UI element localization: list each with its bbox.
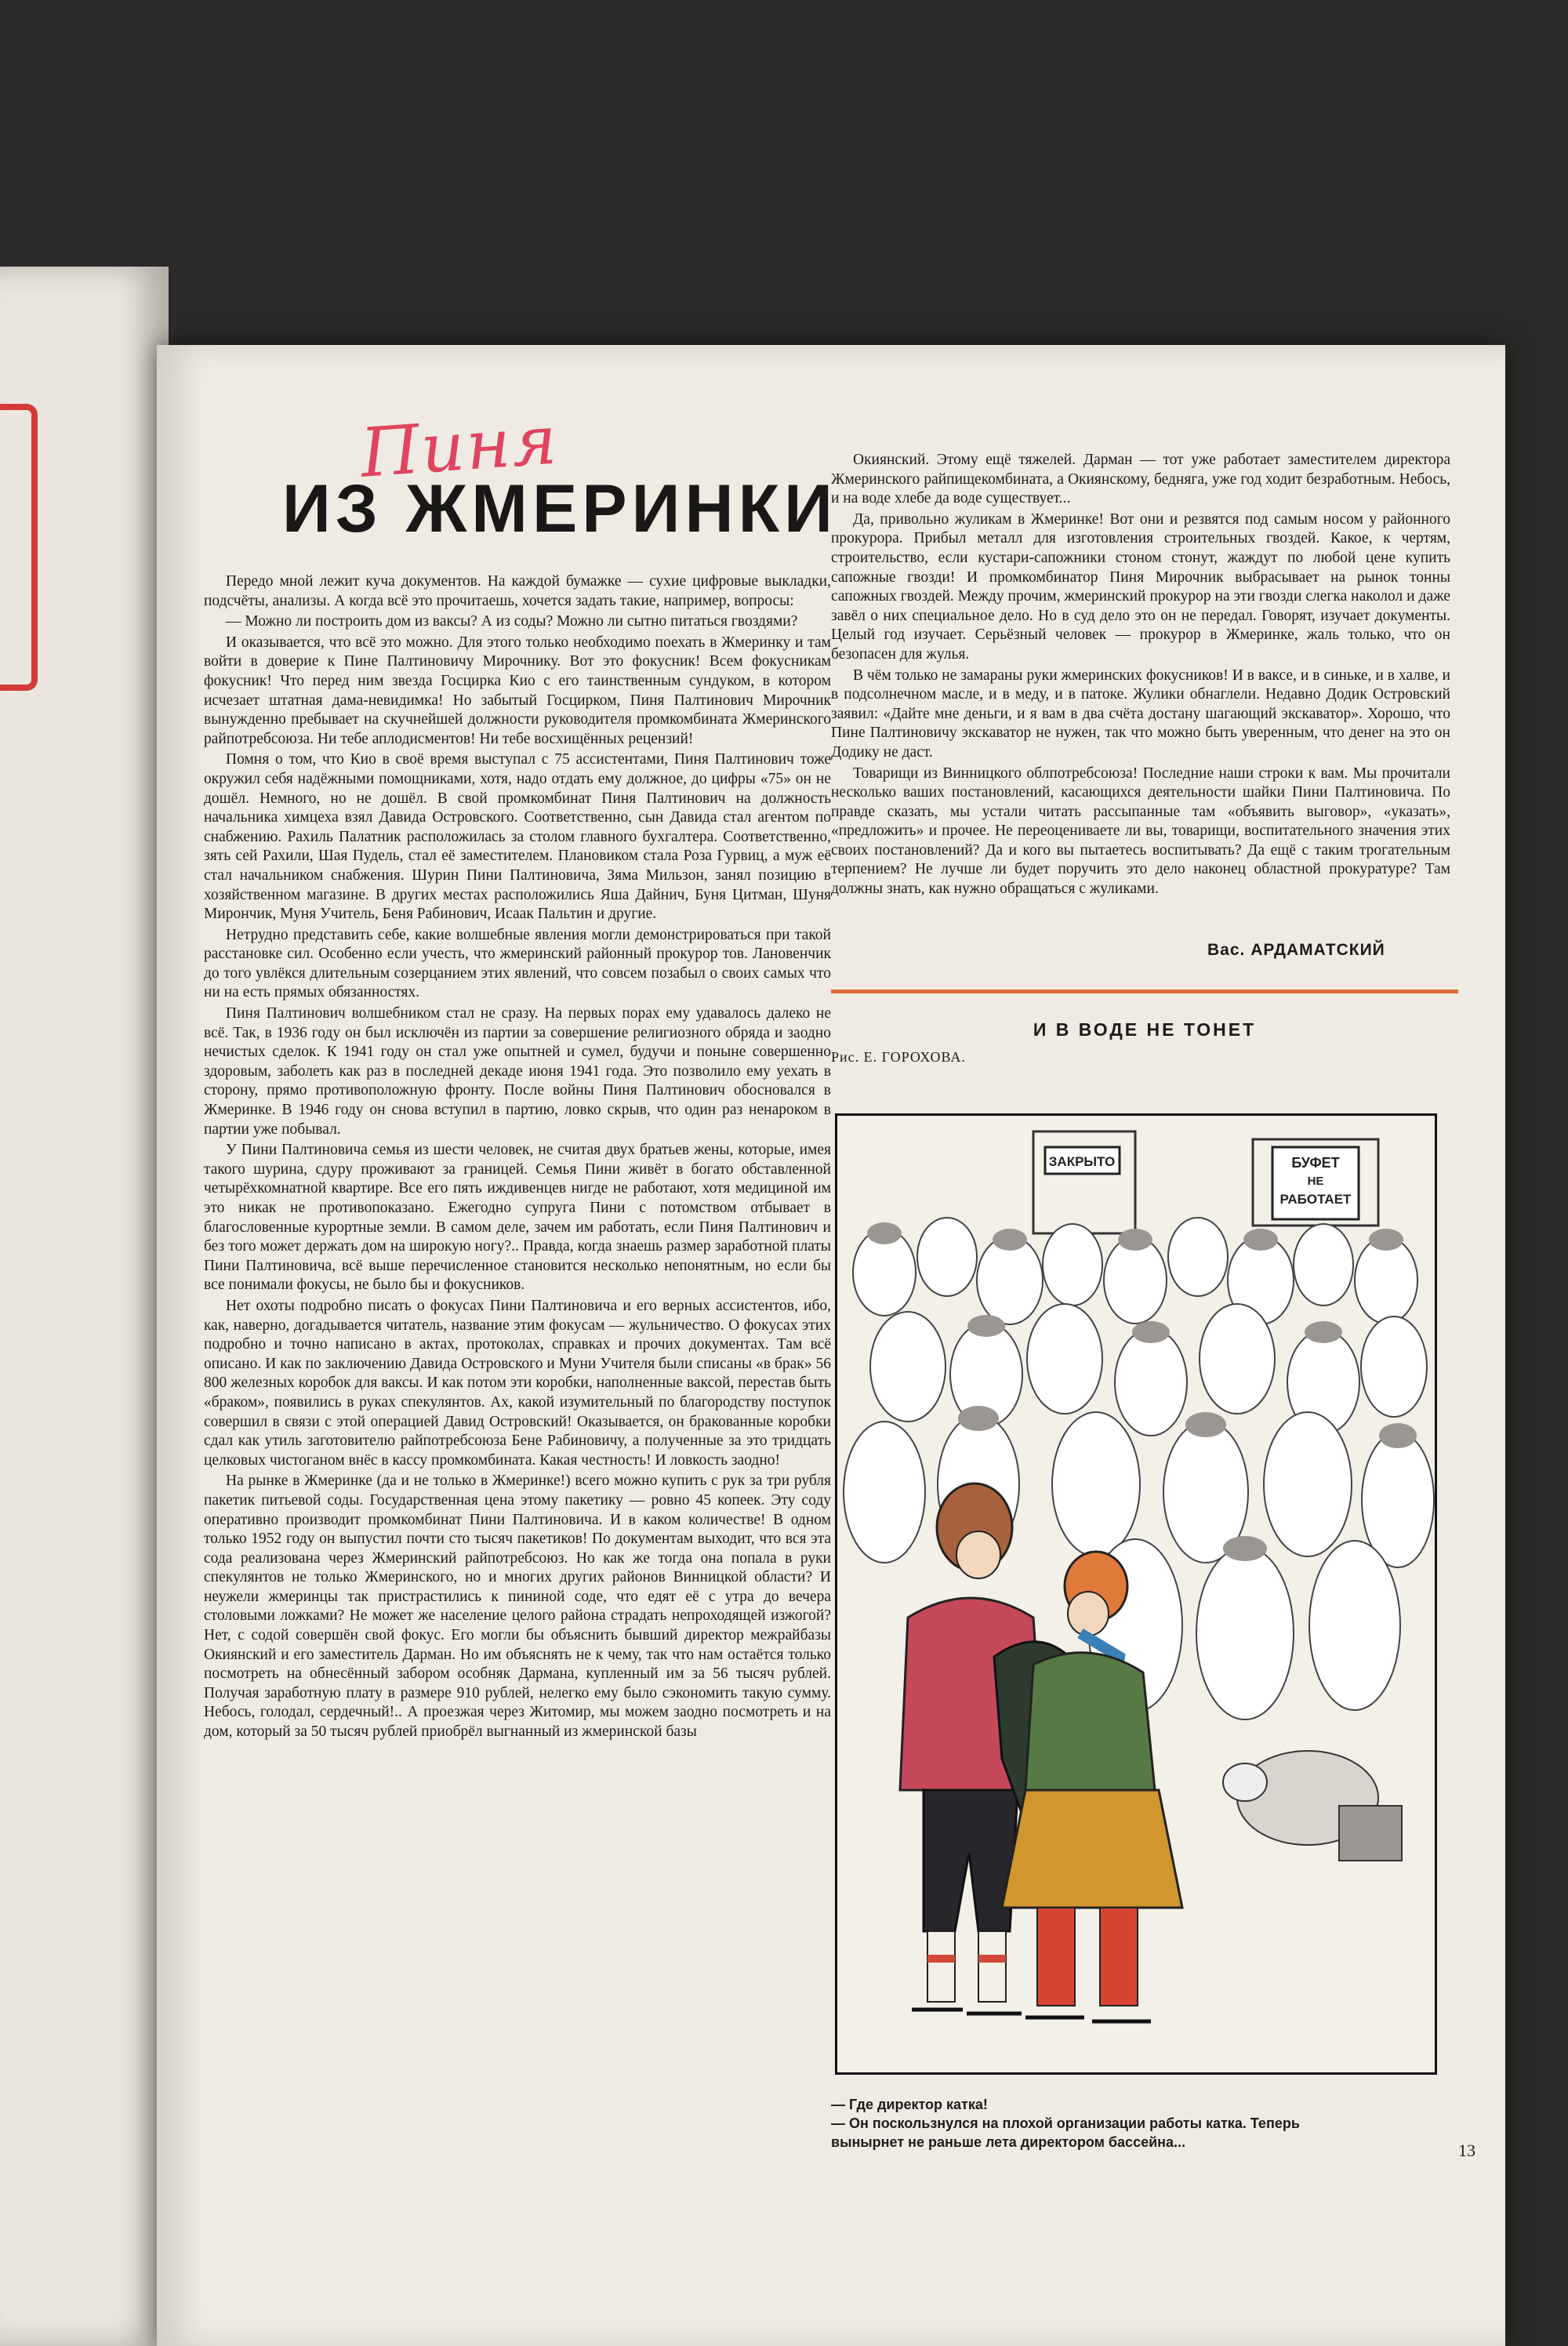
article-title	[259, 401, 855, 557]
magazine-page	[157, 345, 1505, 2346]
paragraph: Окиянский. Этому ещё тяжелей. Дарман — тот уже работает заместителем директора Жмеринского райпищекомбината, а Окиянскому, бедняга, уже год ходит безработным. Небось, и на воде хлебе да воде существует...	[831, 452, 1450, 507]
paragraph: Товарищи из Винницкого облпотребсоюза! Последние наши строки к вам. Мы прочитали несколько ваших постановлений, касающихся деятельности шайки Пини Палтиновича. По правде сказать, мы устали читать рассыпанные там «объявить выговор», «указать», «предложить» и прочее. Не переоцениваете ли вы, товарищи, воспитательного значения этих своих постановлений? Да и кого вы пытаетесь воспитывать? Да ещё с таким трогательным терпением? Не лучше ли будет поручить это дело наконец областной прокуратуре? Там должны знать, как нужно обращаться с жуликами.	[831, 764, 1450, 898]
caption-line: — Он поскользнулся на плохой организации работы катка. Теперь	[831, 2115, 1300, 2131]
cartoon-illustration	[835, 1113, 1437, 2075]
paragraph: В чём только не замараны руки жмеринских фокусников! И в ваксе, и в синьке, и в халве, и в подсолнечном масле, и в меду, и в патоке. Жулики обнаглели. Недавно Додик Островский заявил: «Дайте мне деньги, и я вам в два счёта достану шагающий экскаватор». Хорошо, что Пине Палтиновичу экскаватор не нужен, так что можно быть уверенным, что денег на это он Додику не даст.	[831, 666, 1450, 761]
red-frame-decoration	[0, 404, 38, 691]
cartoon-svg	[837, 1116, 1435, 2072]
title-main: ИЗ ЖМЕРИНКИ	[282, 471, 837, 547]
sign-buffet-line2: НЕ	[1307, 1175, 1324, 1188]
paragraph: — Можно ли построить дом из ваксы? А из соды? Можно ли сытно питаться гвоздями?	[226, 613, 798, 630]
paragraph: Передо мной лежит куча документов. На каждой бумажке — сухие цифровые выкладки, подсчёты, анализы. А когда всё это прочитаешь, хочется задать такие, например, вопросы:	[204, 573, 831, 609]
author-signature: Вас. АРДАМАТСКИЙ	[1207, 941, 1385, 959]
sign-closed: ЗАКРЫТО	[1048, 1154, 1116, 1169]
cartoon-caption	[831, 2095, 1450, 2152]
sign-buffet-line3: РАБОТАЕТ	[1279, 1192, 1352, 1207]
paragraph: Нетрудно представить себе, какие волшебные явления могли демонстрироваться при такой расстановке сил. Особенно если учесть, что жмеринский районный прокурор тов. Лановенчик до того увлёкся длительным созерцанием этих явлений, что совсем позабыл о своих самых что ни на есть прямых обязанностях.	[204, 926, 831, 1001]
cartoon-title: И В ВОДЕ НЕ ТОНЕТ	[1033, 1019, 1257, 1040]
right-column	[831, 451, 1450, 921]
paragraph: Да, привольно жуликам в Жмеринке! Вот они и резвятся под самым носом у районного прокурора. Прибыл металл для изготовления строительных гвоздей. Какое, к чертям, строительство, если кустари-сапожники стоном стонут, жаждут по любой цене купить сапожные гвозди! И промкомбинатор Пиня Мирочник выбрасывает на рынок тонны сапожных гвоздей. Между прочим, жмеринский прокурор на эти гвозди слегка наколол и даже завёл о них специальное дело. Но в суд дело это он не передал. Говорят, изучает документы. Целый год изучает. Серьёзный человек — прокурор в Жмеринке, жаль только, что он безопасен для жулья.	[831, 510, 1450, 663]
caption-line: вынырнет не раньше лета директором бассейна...	[831, 2134, 1186, 2150]
paragraph: У Пини Палтиновича семья из шести человек, не считая двух братьев жены, которые, имея такого шурина, сдуру проживают за границей. Семья Пини живёт в богато обставленной четырёхкомнатной квартире. Все его пять иждивенцев нигде не работают, хотя медициной им это никак не противопоказано. Ежегодно супруга Пини с потомством отбывает в благословенные курортные земли. В самом деле, зачем им работать, если Пиня Палтинович и без того может держать дом на широкую ногу?.. Правда, когда знаешь размер заработной платы Пини Палтиновича, всё выше перечисленное становится несколько непонятным, но если бы все понимали фокусы, не было бы и фокусников.	[204, 1142, 831, 1294]
left-column	[204, 572, 831, 2297]
paragraph: На рынке в Жмеринке (да и не только в Жмеринке!) всего можно купить с рук за три рубля пакетик питьевой соды. Государственная цена этому пакетику — ровно 45 копеек. Эту соду оперативно производит промкомбинат Пини Палтиновича. И в каком количестве! В одном только 1952 году он выпустил почти сто тысяч пакетиков! По документам выходит, что вся эта сода реализована через Жмеринский райпотребсоюз. Но как же тогда она попала в руки спекулянтов не только Жмеринского, но и многих других районов Винницкой области? И неужели жмеринцы так пристрастились к пининой соде, что едят её с утра до вечера столовыми ложками? Не может же население целого района страдать непроходящей изжогой? Нет, с содой совершён свой фокус. Его могли бы объяснить бывший директор межрайбазы Окиянский и его заместитель Дарман. Но им объяснять не к чему, так что нам остаётся только посмотреть на обнесённый забором особняк Дармана, купленный им за 56 тысяч рублей. Получая заработную плату в размере 910 рублей, нелегко ему было сэкономить такую сумму. Небось, голодал, сердечный!.. А проезжая через Житомир, мы можем заодно посмотреть и на дом, который за 50 тысяч рублей приобрёл выгнанный из жмеринской базы	[204, 1473, 831, 1741]
previous-page-edge	[0, 267, 169, 2346]
title-script: Пиня	[358, 401, 561, 493]
caption-line: — Где директор катка!	[831, 2097, 988, 2112]
section-divider	[831, 990, 1458, 993]
sign-buffet-line1: БУФЕТ	[1291, 1155, 1340, 1171]
paragraph: Нет охоты подробно писать о фокусах Пини Палтиновича и его верных ассистентов, ибо, как, наверно, догадывается читатель, название этим фокусам — жульничество. О фокусах этих подробно и точно написано в актах, протоколах, справках и прочих документах. Там всё описано. И как по заключению Давида Островского и Муни Учителя были списаны «в брак» 56 800 железных коробок для ваксы. И как потом эти коробки, наполненные ваксой, перестав быть «браком», появились в руках спекулянтов. Ах, какой изумительный по благородству поступок совершил в связи с этой операцией Давид Островский! Оказывается, он бракованные коробки сдал как утиль заготовителю райпотребсоюза Бене Рабиновичу, а полученные за это тридцать целковых чистоганом внёс в кассу промкомбината. Какая честность! И ловкость заодно!	[204, 1297, 831, 1469]
page-number: 13	[1458, 2141, 1475, 2160]
paragraph: Пиня Палтинович волшебником стал не сразу. На первых порах ему удавалось далеко не всё. Так, в 1936 году он был исключён из партии за совершение религиозного обряда и заодно нечистых сделок. К 1941 году он стал уже опытней и сумел, будучи и поныне совершенно здоровым, заболеть как раз в последней декаде июня 1941 года. Это позволило ему уехать в сторону, прямо противоположную фронту. После войны Пиня Палтинович обосновался в Жмеринке. В 1946 году он снова вступил в партию, ловко скрыв, что один раз ненароком в партии уже побывал.	[204, 1005, 831, 1138]
paragraph: И оказывается, что всё это можно. Для этого только необходимо поехать в Жмеринку и там войти в доверие к Пине Палтиновичу Мирочнику. Вот это фокусник! Всем фокусникам фокусник! Что перед ним звезда Госцирка Кио с его таинственным сундуком, в котором исчезает штатная дама-невидимка! Но забытый Госцирком, Пиня Палтинович Мирочник вынужденно пребывает на скучнейшей должности руководителя промкомбината Жмеринского райпотребсоюза. Ни тебе аплодисментов! Ни тебе восхищённых рецензий!	[204, 634, 831, 747]
cartoon-credit: Рис. Е. ГОРОХОВА.	[831, 1049, 966, 1065]
paragraph: Помня о том, что Кио в своё время выступал с 75 ассистентами, Пиня Палтинович тоже окружил себя надёжными помощниками, хотя, надо отдать ему должное, до цифры «75» он не дошёл. Немного, но не дошёл. В свой промкомбинат Пиня Палтинович на должность начальника химцеха взял Давида Островского. Соответственно, сын Давида стал агентом по снабжению. Рахиль Палатник расположилась за столом главного бухгалтера. Соответственно, зять сей Рахили, Шая Пудель, стал её заместителем. Плановиком стала Роза Гурвиц, а муж её стал начальником снабжения. Шурин Пини Палтиновича, Зяма Мильзон, занял позицию в хозяйственном магазине. В других местах расположились Яша Дайнич, Буня Цитман, Шуня Мирончик, Муня Учитель, Беня Рабинович, Исаак Пальтин и другие.	[204, 751, 831, 923]
